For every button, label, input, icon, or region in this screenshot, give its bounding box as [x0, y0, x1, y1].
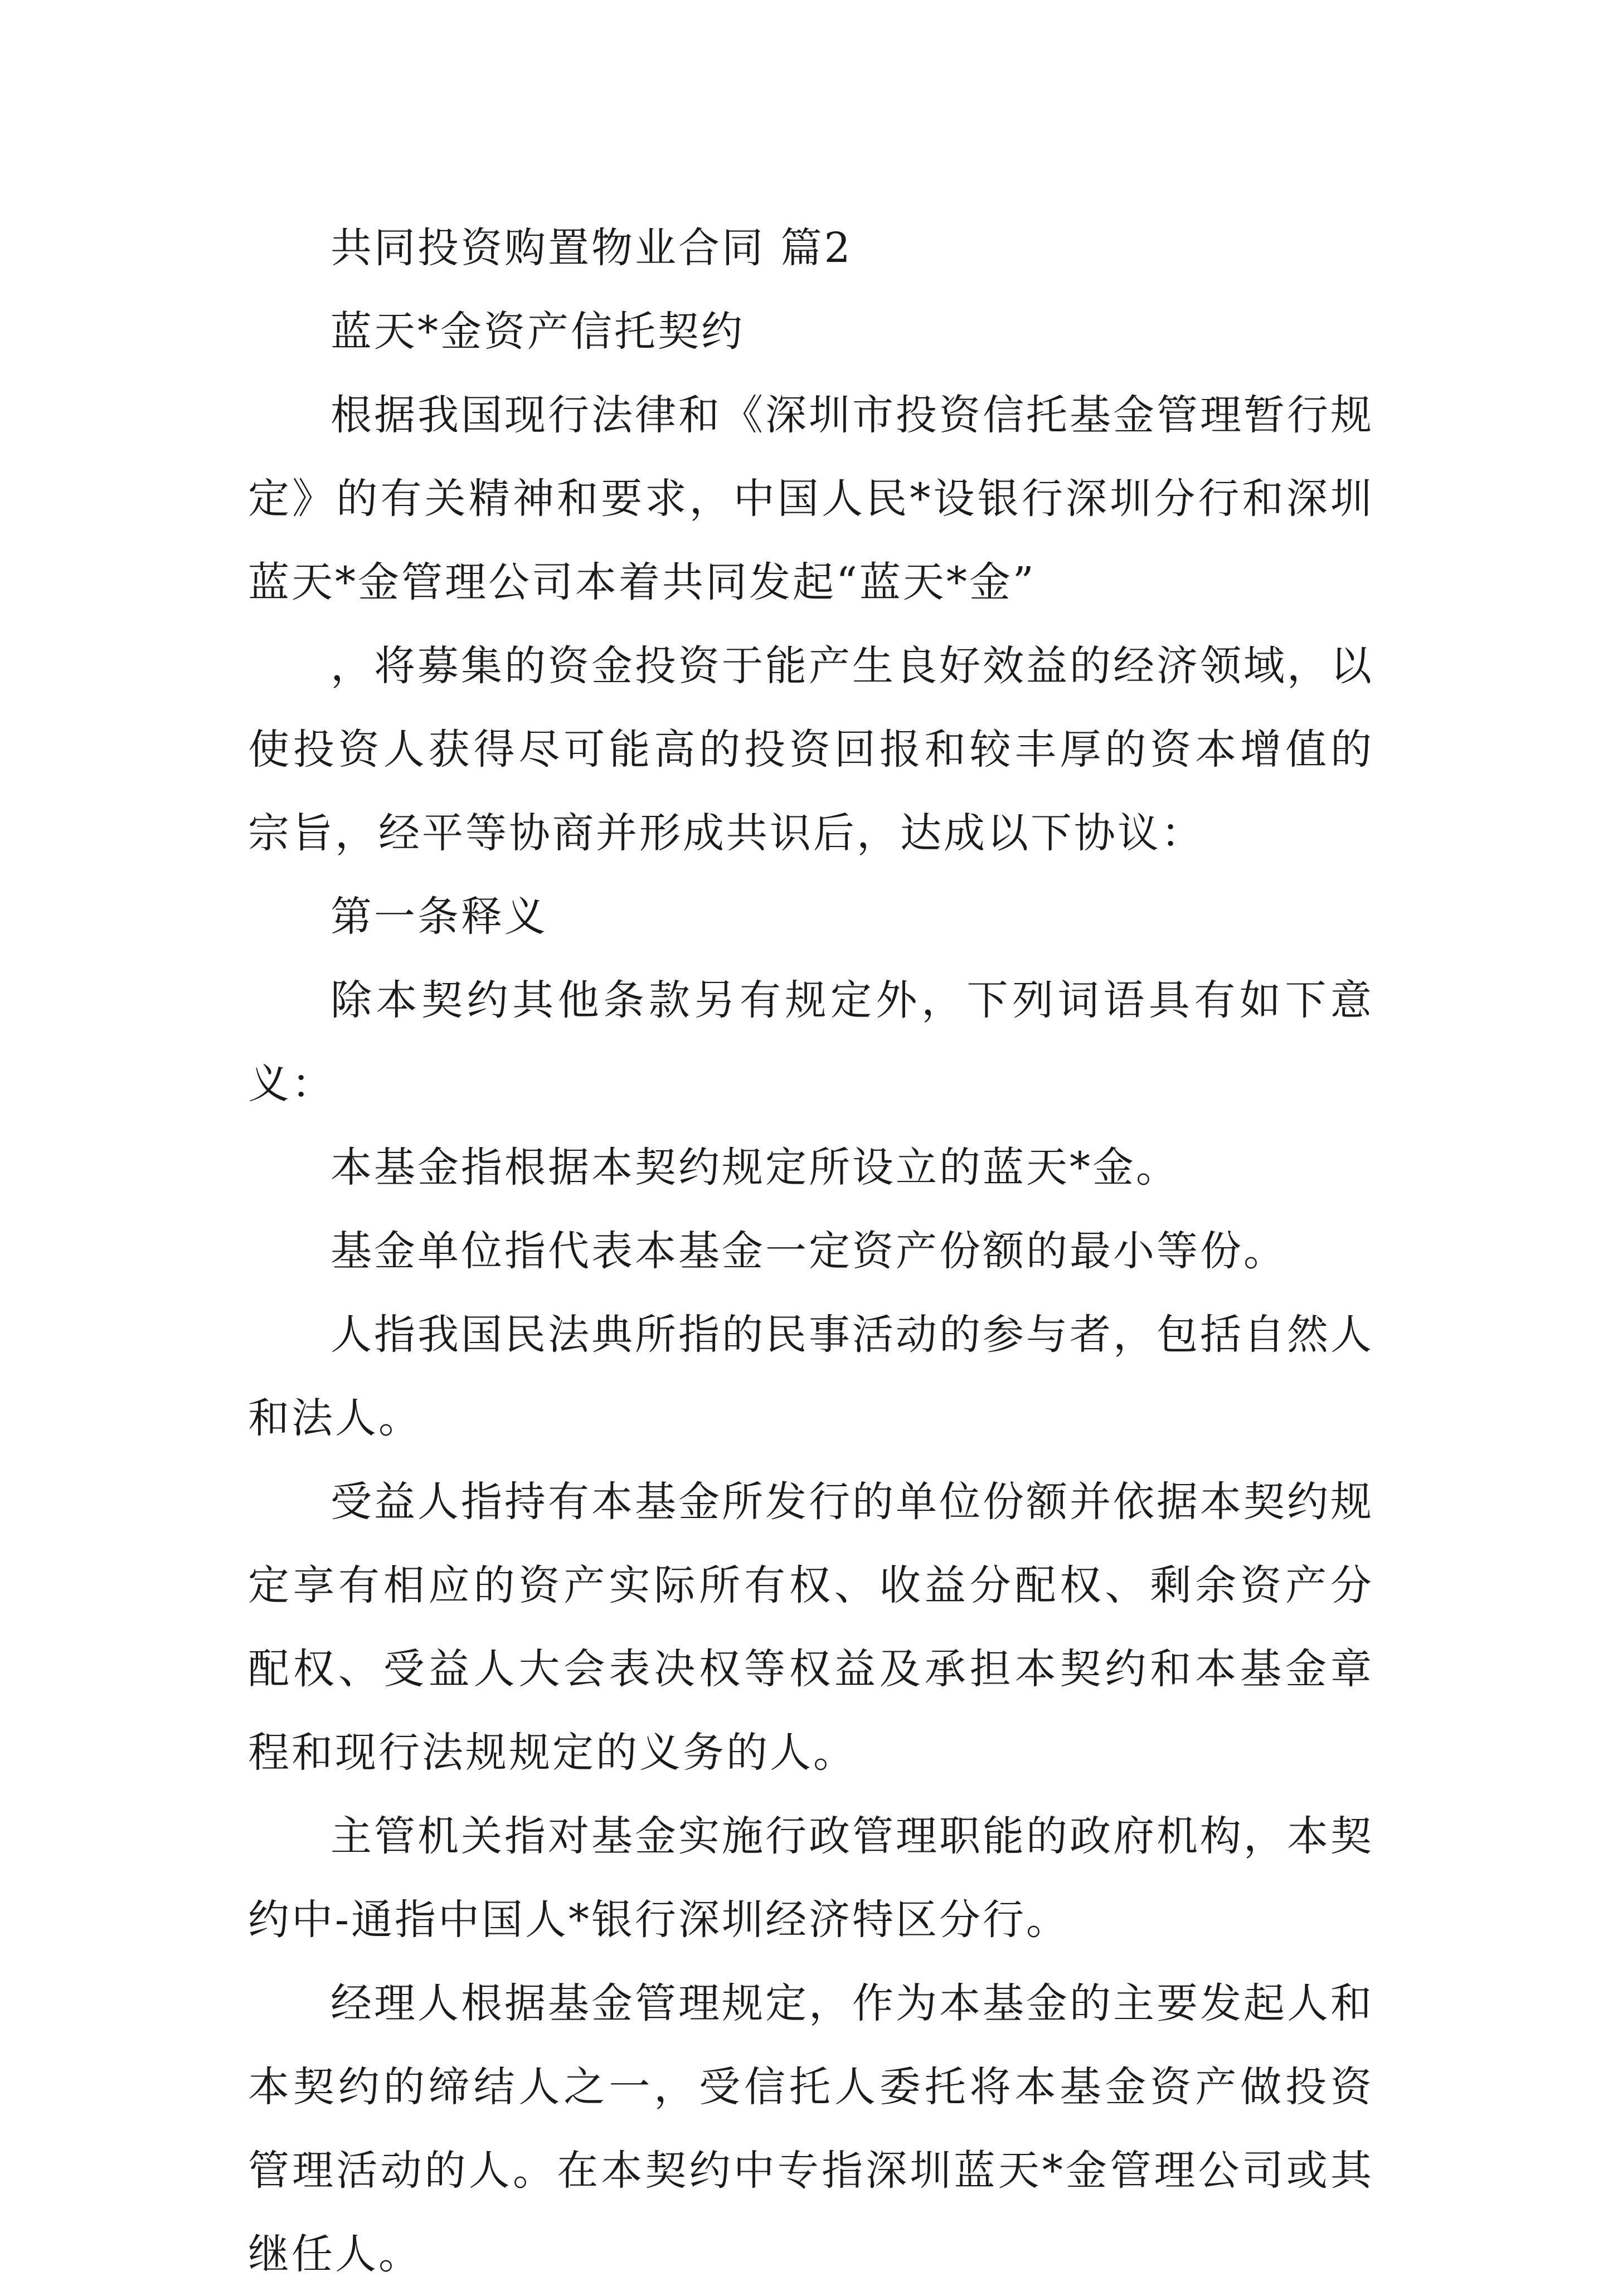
- paragraph: 人指我国民法典所指的民事活动的参与者，包括自然人和法人。: [248, 1311, 1374, 1442]
- contract-title: 蓝天*金资产信托契约: [331, 308, 745, 356]
- paragraph: 根据我国现行法律和《深圳市投资信托基金管理暂行规定》的有关精神和要求，中国人民*设银行深圳分行和深圳蓝天*金管理公司本着共同发起“蓝天*金”: [248, 391, 1374, 606]
- paragraph: 受益人指持有本基金所发行的单位份额并依据本契约规定享有相应的资产实际所有权、收益分配权、剩余资产分配权、受益人大会表决权等权益及承担本契约和本基金章程和现行法规规定的义务的人。: [248, 1478, 1374, 1777]
- document-body: [248, 206, 1374, 2296]
- paragraph: 本基金指根据本契约规定所设立的蓝天*金。: [331, 1144, 1179, 1191]
- paragraph: 经理人根据基金管理规定，作为本基金的主要发起人和本契约的缔结人之一，受信托人委托将本基金资产做投资管理活动的人。在本契约中专指深圳蓝天*金管理公司或其继任人。: [248, 1979, 1374, 2278]
- paragraph: 基金单位指代表本基金一定资产份额的最小等份。: [331, 1227, 1287, 1275]
- article-heading: 第一条释义: [331, 893, 548, 941]
- paragraph: ，将募集的资金投资于能产生良好效益的经济领域，以使投资人获得尽可能高的投资回报和较丰厚的资本增值的宗旨，经平等协商并形成共识后，达成以下协议：: [248, 642, 1374, 857]
- section-heading: 共同投资购置物业合同 篇2: [331, 224, 853, 272]
- paragraph: 除本契约其他条款另有规定外，下列词语具有如下意义：: [248, 976, 1374, 1108]
- paragraph: 主管机关指对基金实施行政管理职能的政府机构，本契约中-通指中国人*银行深圳经济特区分行。: [248, 1812, 1374, 1944]
